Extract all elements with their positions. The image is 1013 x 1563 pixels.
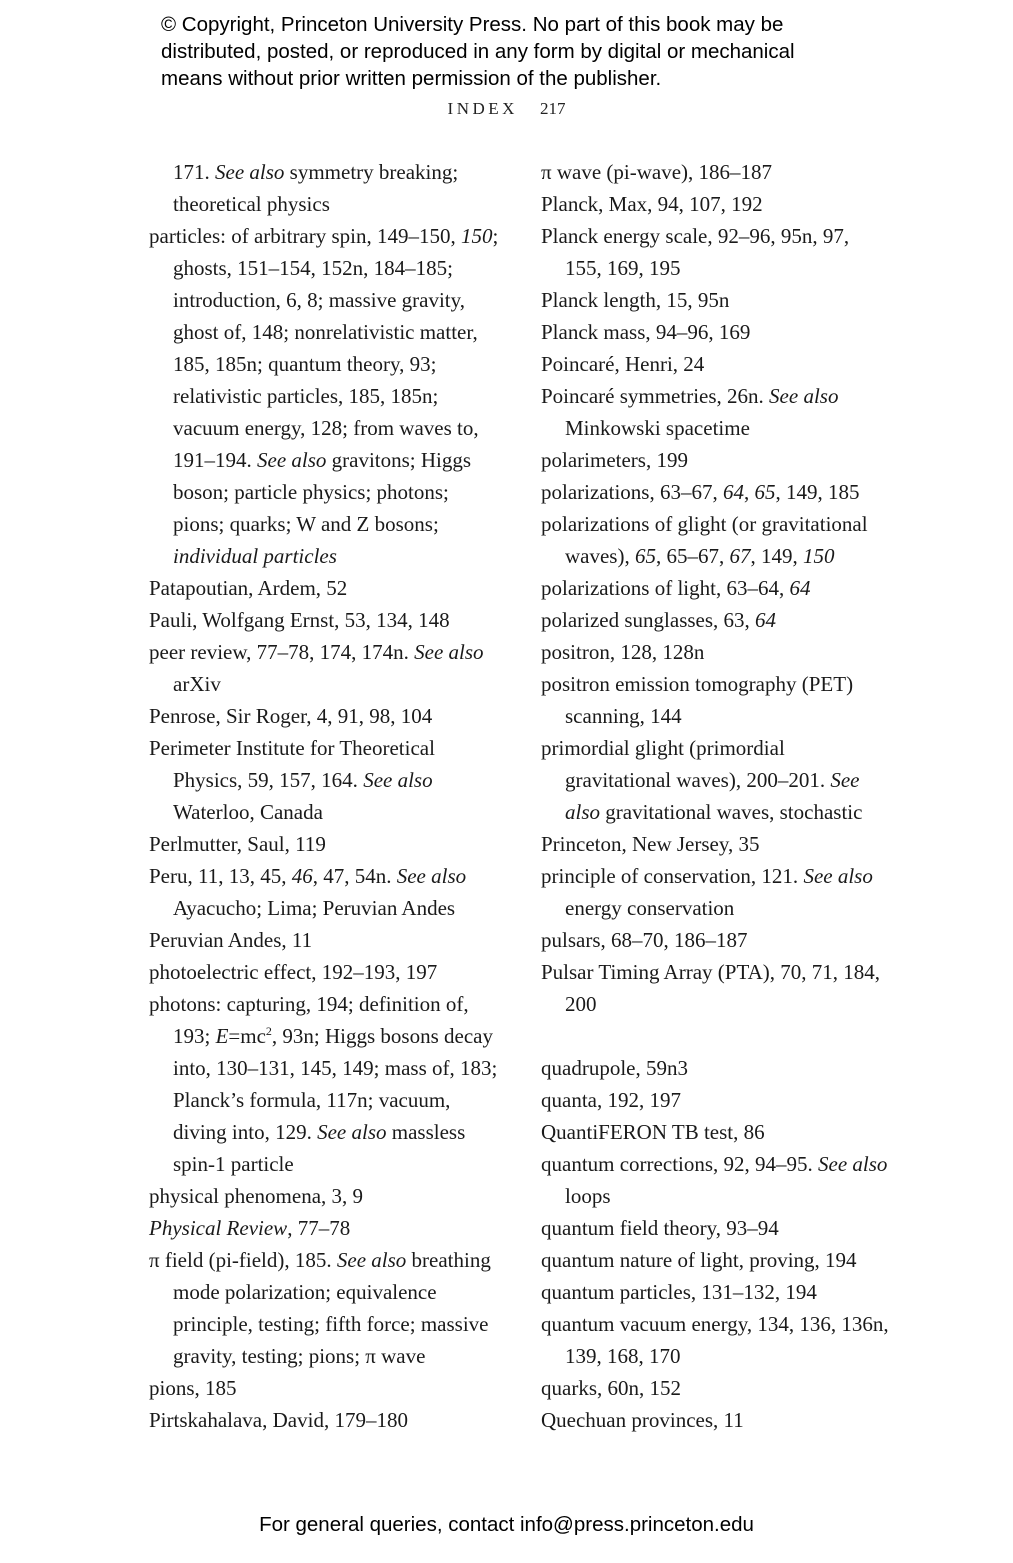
index-entry-text: QuantiFERON TB test, 86 (541, 1120, 765, 1144)
index-entry-text: 65 (754, 480, 776, 504)
index-entry-text: polarizations, 63–67, (541, 480, 723, 504)
index-entry (541, 1116, 891, 1148)
index-entry-text: See also (414, 640, 484, 664)
index-entry-text: , (743, 480, 755, 504)
index-entry-text: Planck energy scale, 92–96, 95n, 97, 155, 169, 195 (541, 224, 850, 280)
index-entry (541, 380, 891, 444)
index-entry (149, 1244, 499, 1372)
index-entry (541, 828, 891, 860)
index-entry-text: positron emission tomography (PET) scanning, 144 (541, 672, 854, 728)
index-column-left (149, 156, 499, 1436)
page-number: 217 (539, 99, 566, 118)
index-entry (149, 988, 499, 1180)
index-entry (541, 572, 891, 604)
index-entry-text: See also (215, 160, 285, 184)
index-entry-text: 64 (722, 480, 744, 504)
index-entry-text: Peruvian Andes, 11 (149, 928, 313, 952)
copyright-line: means without prior written permission of the publisher. (161, 67, 662, 90)
index-entry-text: Physical Review (149, 1216, 288, 1240)
index-entry (149, 1212, 499, 1244)
index-entry-text: , 77–78 (287, 1216, 351, 1240)
index-entry (149, 860, 499, 924)
index-entry-text: π field (pi-field), 185. (149, 1248, 337, 1272)
index-entry-text: , 93n; Higgs bosons decay into, 130–131, 145, 149; mass of, 183; Planck’s formula, 117n; vacuum, diving into, 129. (173, 1024, 498, 1144)
index-entry-text: , 65–67, (655, 544, 730, 568)
index-entry-text: Patapoutian, Ardem, 52 (149, 576, 348, 600)
index-entry-text: 67 (729, 544, 751, 568)
index-entry (541, 188, 891, 220)
index-entry-text: π wave (pi-wave), 186–187 (541, 160, 773, 184)
index-entry-text: See also (363, 768, 433, 792)
index-entry-text: pions, 185 (149, 1376, 237, 1400)
index-entry-text: Poincaré symmetries, 26n. (541, 384, 770, 408)
index-entry-text: Princeton, New Jersey, 35 (541, 832, 760, 856)
index-entry (541, 1148, 891, 1212)
index-entry-text: quanta, 192, 197 (541, 1088, 681, 1112)
index-entry (149, 1404, 499, 1436)
index-entry-text: quantum particles, 131–132, 194 (541, 1280, 817, 1304)
index-entry-text: 150 (461, 224, 493, 248)
index-entry (149, 828, 499, 860)
index-entry-text: quantum corrections, 92, 94–95. (541, 1152, 819, 1176)
index-entry-text: , 47, 54n. (312, 864, 397, 888)
index-entry-text: positron, 128, 128n (541, 640, 705, 664)
index-entry (541, 444, 891, 476)
index-entry-text: quarks, 60n, 152 (541, 1376, 681, 1400)
index-entry-text: quantum vacuum energy, 134, 136, 136n, 139, 168, 170 (541, 1312, 889, 1368)
index-entry (541, 636, 891, 668)
index-entry-text: , 149, 185 (775, 480, 860, 504)
index-entry-text: Penrose, Sir Roger, 4, 91, 98, 104 (149, 704, 433, 728)
index-entry-text: massless spin-1 particle (173, 1120, 466, 1176)
index-entry-text: peer review, 77–78, 174, 174n. (149, 640, 415, 664)
index-entry-text: photoelectric effect, 192–193, 197 (149, 960, 438, 984)
index-entry (541, 860, 891, 924)
index-entry (541, 1276, 891, 1308)
index-entry (541, 1404, 891, 1436)
running-head (0, 99, 1013, 119)
index-entry (149, 1180, 499, 1212)
index-entry-text: individual particles (173, 544, 337, 568)
index-entry (149, 924, 499, 956)
index-entry-text: E (215, 1024, 229, 1048)
index-column-right (541, 156, 891, 1436)
index-entry-text: Minkowski spacetime (565, 416, 750, 440)
index-entry-text: gravitational waves, stochastic (600, 800, 863, 824)
index-entry-text: See also (769, 384, 839, 408)
index-entry-text: 46 (291, 864, 313, 888)
index-entry (541, 1308, 891, 1372)
index-entry-text: 171. (173, 160, 215, 184)
index-entry-text: Pulsar Timing Array (PTA), 70, 71, 184, 200 (541, 960, 881, 1016)
index-entry (541, 924, 891, 956)
index-entry (149, 220, 499, 572)
index-entry-text: physical phenomena, 3, 9 (149, 1184, 364, 1208)
index-entry-text: primordial glight (primordial gravitational waves), 200–201. (541, 736, 831, 792)
index-entry (541, 156, 891, 188)
index-entry (541, 732, 891, 828)
index-entry-text: gravitons; Higgs boson; particle physics; photons; pions; quarks; W and Z bosons; (173, 448, 472, 536)
index-entry-text: See also (317, 1120, 387, 1144)
footer-contact: For general queries, contact info@press.princeton.edu (259, 1513, 754, 1536)
index-entry-text: Peru, 11, 13, 45, (149, 864, 292, 888)
index-entry-text: quantum field theory, 93–94 (541, 1216, 779, 1240)
index-entry (149, 700, 499, 732)
index-entry-text: quadrupole, 59n3 (541, 1056, 688, 1080)
index-entry-text: Waterloo, Canada (173, 800, 323, 824)
index-entry-text: polarimeters, 199 (541, 448, 688, 472)
index-entry-text: 64 (789, 576, 811, 600)
copyright-line: distributed, posted, or reproduced in any form by digital or mechanical (161, 40, 795, 63)
index-entry-text: arXiv (173, 672, 221, 696)
index-entry (541, 348, 891, 380)
index-entry-text: principle of conservation, 121. (541, 864, 804, 888)
index-entry (541, 476, 891, 508)
index-entry-text: loops (565, 1184, 611, 1208)
index-entry-text: photons: capturing, 194; definition of, 193; (149, 992, 469, 1048)
index-entry (149, 732, 499, 828)
index-entry-text: 2 (265, 1024, 272, 1038)
index-entry (541, 1084, 891, 1116)
index-entry-text: Perlmutter, Saul, 119 (149, 832, 326, 856)
index-entry-text: , 149, (750, 544, 803, 568)
index-entry (541, 1244, 891, 1276)
index-entry-text: pulsars, 68–70, 186–187 (541, 928, 748, 952)
index-entry-text: Pauli, Wolfgang Ernst, 53, 134, 148 (149, 608, 450, 632)
index-entry-text: polarized sunglasses, 63, (541, 608, 756, 632)
index-entry-text: See also (818, 1152, 888, 1176)
index-entry-text: Quechuan provinces, 11 (541, 1408, 744, 1432)
index-entry-text: polarizations of glight (or gravitational waves), (541, 512, 868, 568)
index-entry-text: See also (803, 864, 873, 888)
index-entry-text: See also (565, 768, 860, 824)
index-entry-text: Perimeter Institute for Theoretical Physics, 59, 157, 164. (149, 736, 435, 792)
index-entry (541, 956, 891, 1020)
copyright-notice (161, 11, 921, 92)
index-entry-text: symmetry breaking; theoretical physics (173, 160, 459, 216)
index-entry (541, 668, 891, 732)
index-entry-text: quantum nature of light, proving, 194 (541, 1248, 857, 1272)
index-entry (541, 284, 891, 316)
index-entry-text: 150 (802, 544, 835, 568)
index-entry (541, 220, 891, 284)
index-entry (541, 1052, 891, 1084)
index-entry-text: polarizations of light, 63–64, (541, 576, 790, 600)
index-entry-text: =mc (228, 1024, 266, 1048)
index-entry (149, 1372, 499, 1404)
index-entry-text: Poincaré, Henri, 24 (541, 352, 705, 376)
index-entry-text: Pirtskahalava, David, 179–180 (149, 1408, 408, 1432)
index-entry (149, 572, 499, 604)
index-entry (541, 604, 891, 636)
index-entry (541, 508, 891, 572)
index-entry-text: Planck, Max, 94, 107, 192 (541, 192, 763, 216)
index-entry-text: particles: of arbitrary spin, 149–150, (149, 224, 462, 248)
index-entry-continued (149, 156, 499, 220)
index-entry-text: See also (396, 864, 467, 888)
letter-group-gap (541, 1020, 891, 1052)
index-entry-text: breathing mode polarization; equivalence principle, testing; fifth force; massive gravity, testing; pions; π wave (173, 1248, 491, 1368)
index-entry-text: See also (336, 1248, 407, 1272)
index-entry-text: Planck mass, 94–96, 169 (541, 320, 751, 344)
index-entry-text: See also (257, 448, 327, 472)
index-entry-text: Planck length, 15, 95n (541, 288, 730, 312)
index-entry-text: 64 (755, 608, 777, 632)
section-label: INDEX (447, 99, 518, 118)
index-entry (149, 636, 499, 700)
index-entry (149, 604, 499, 636)
index-entry (541, 316, 891, 348)
index-entry-text: 65 (634, 544, 656, 568)
index-entry-text: energy conservation (565, 896, 735, 920)
index-entry (149, 956, 499, 988)
index-entry-text: Ayacucho; Lima; Peruvian Andes (173, 896, 456, 920)
index-entry (541, 1372, 891, 1404)
index-entry (541, 1212, 891, 1244)
copyright-line: © Copyright, Princeton University Press. No part of this book may be (161, 13, 784, 36)
index-entry-text: ; ghosts, 151–154, 152n, 184–185; introduction, 6, 8; massive gravity, ghost of, 148; nonrelativistic matter, 185, 185n; quantum theory, 93; relativistic particles, 185, 185n; vacuum energy, 128; from waves to, 191–194. (173, 224, 499, 472)
